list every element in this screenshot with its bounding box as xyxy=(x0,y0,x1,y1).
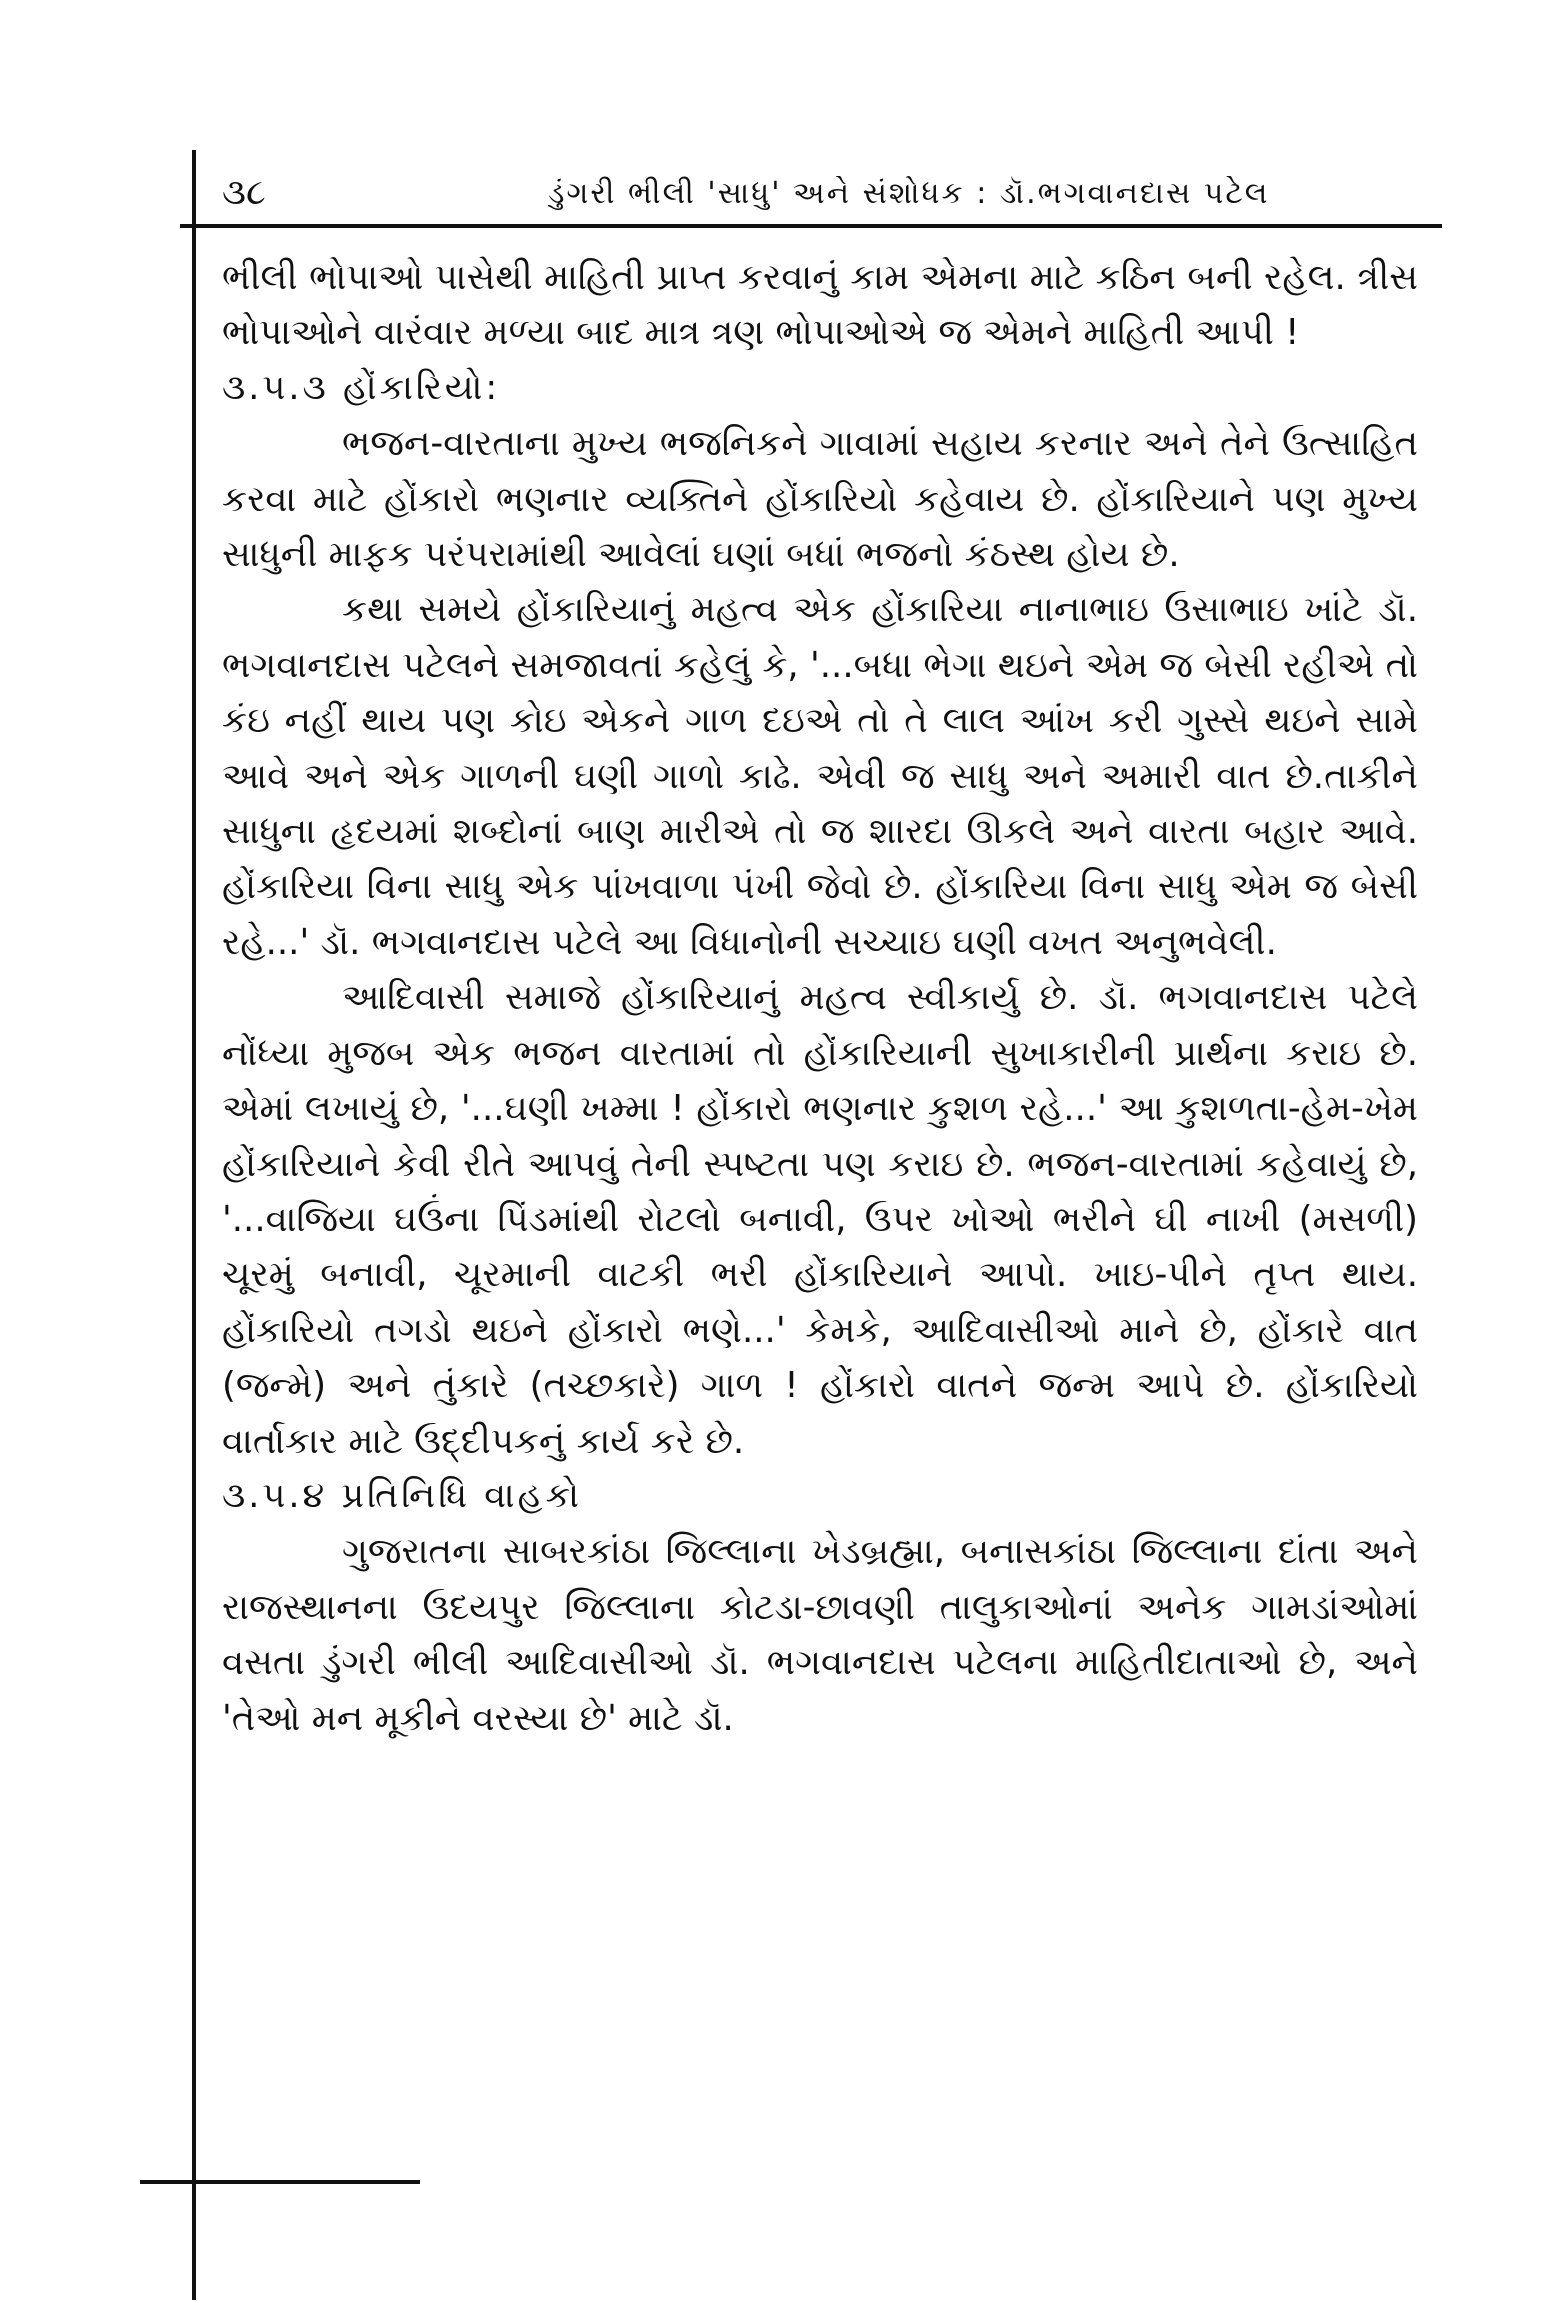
paragraph-2: ભજન-વારતાના મુખ્ય ભજનિકને ગાવામાં સહાય કરનાર અને તેને ઉત્સાહિત કરવા માટે હોંકારો ભણનાર વ્યક્તિને હોંકારિયો કહેવાય છે. હોંકારિયાને પણ મુખ્ય સાધુની માફક પરંપરામાંથી આવેલાં ઘણાં બધાં ભજનો કંઠસ્થ હોય છે. xyxy=(222,423,1418,576)
running-title: ડુંગરી ભીલી 'સાધુ' અને સંશોધક : ડૉ.ભગવાનદાસ પટેલ xyxy=(548,176,1270,211)
left-margin-rule xyxy=(192,150,196,2300)
section-heading-3-5-3: ૩.૫.૩ હોંકારિયો: xyxy=(222,367,501,408)
paragraph-3: કથા સમયે હોંકારિયાનું મહત્વ એક હોંકારિયા નાનાભાઇ ઉસાભાઇ ખાંટે ડૉ. ભગવાનદાસ પટેલને સમજાવતાં કહેલું કે, '...બધા ભેગા થઇને એમ જ બેસી રહીએ તો કંઇ નહીં થાય પણ કોઇ એકને ગાળ દઇએ તો તે લાલ આંખ કરી ગુસ્સે થઇને સામે આવે અને એક ગાળની ઘણી ગાળો કાઢે. એવી જ સાધુ અને અમારી વાત છે.તાકીને સાધુના હૃદયમાં શબ્દોનાં બાણ મારીએ તો જ શારદા ઊકલે અને વારતા બહાર આવે. હોંકારિયા વિના સાધુ એક પાંખવાળા પંખી જેવો છે. હોંકારિયા વિના સાધુ એમ જ બેસી રહે...' ડૉ. ભગવાનદાસ પટેલે આ વિધાનોની સચ્ચાઇ ઘણી વખત અનુભવેલી. xyxy=(222,589,1418,963)
footer-rule xyxy=(140,2180,420,2184)
paragraph-4: આદિવાસી સમાજે હોંકારિયાનું મહત્વ સ્વીકાર્યુ છે. ડૉ. ભગવાનદાસ પટેલે નોંધ્યા મુજબ એક ભજન વારતામાં તો હોંકારિયાની સુખાકારીની પ્રાર્થના કરાઇ છે. એમાં લખાયું છે, '...ઘણી ખમ્મા ! હોંકારો ભણનાર કુશળ રહે...' આ કુશળતા-હેમ-ખેમ હોંકારિયાને કેવી રીતે આપવું તેની સ્પષ્ટતા પણ કરાઇ છે. ભજન-વારતામાં કહેવાયું છે, '...વાજિયા ઘઉંના પિંડમાંથી રોટલો બનાવી, ઉપર ખોઓ ભરીને ઘી નાખી (મસળી) ચૂરમું બનાવી, ચૂરમાની વાટકી ભરી હોંકારિયાને આપો. ખાઇ-પીને તૃપ્ત થાય. હોંકારિયો તગડો થઇને હોંકારો ભણે...' કેમકે, આદિવાસીઓ માને છે, હોંકારે વાત (જન્મે) અને તુંકારે (તચ્છકારે) ગાળ ! હોંકારો વાતને જન્મ આપે છે. હોંકારિયો વાર્તાકાર માટે ઉદ્દીપકનું કાર્ય કરે છે. xyxy=(222,977,1418,1462)
header-rule xyxy=(180,224,1442,228)
page-number: ૩૮ xyxy=(222,172,266,213)
page-body xyxy=(222,250,1418,1746)
section-heading-3-5-4: ૩.૫.૪ પ્રતિનિધિ વાહકો xyxy=(222,1475,582,1516)
paragraph-1: ભીલી ભોપાઓ પાસેથી માહિતી પ્રાપ્ત કરવાનું કામ એમના માટે કઠિન બની રહેલ. ત્રીસ ભોપાઓને વારંવાર મળ્યા બાદ માત્ર ત્રણ ભોપાઓએ જ એમને માહિતી આપી ! xyxy=(222,257,1418,354)
paragraph-5: ગુજરાતના સાબરકાંઠા જિલ્લાના ખેડબ્રહ્મા, બનાસકાંઠા જિલ્લાના દાંતા અને રાજસ્થાનના ઉદયપુર જિલ્લાના કોટડા-છાવણી તાલુકાઓનાં અનેક ગામડાંઓમાં વસતા ડુંગરી ભીલી આદિવાસીઓ ડૉ. ભગવાનદાસ પટેલના માહિતીદાતાઓ છે, અને 'તેઓ મન મૂકીને વરસ્યા છે' માટે ડૉ. xyxy=(222,1531,1418,1739)
